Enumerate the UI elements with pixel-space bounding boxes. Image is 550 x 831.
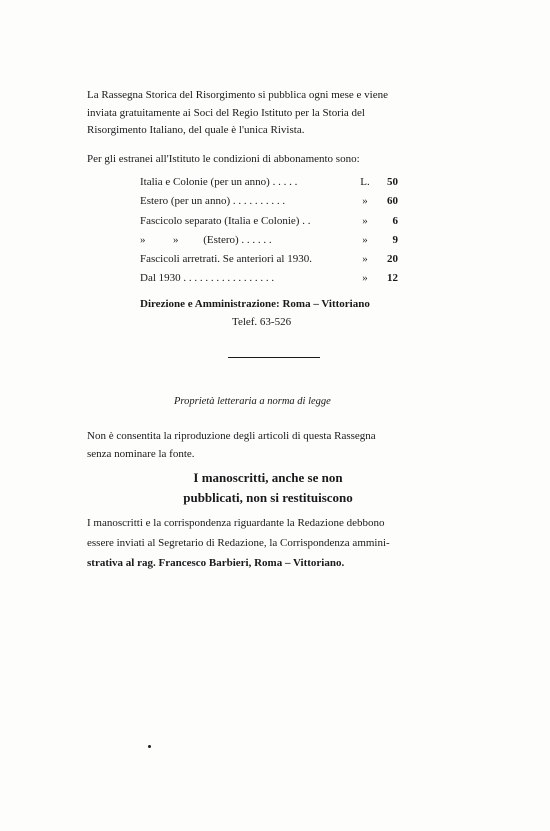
price-amount: 20	[387, 253, 398, 266]
price-amount: 60	[387, 195, 398, 208]
intro-line: Risorgimento Italiano, del quale è l'unica Rivista.	[87, 124, 305, 136]
manuscripts-notice	[168, 468, 368, 508]
price-amount: 9	[392, 233, 398, 246]
price-description: Italia e Colonie (per un anno) . . . . .	[140, 176, 298, 188]
price-amount: 6	[392, 214, 398, 227]
price-amount: 50	[387, 176, 398, 188]
price-row	[140, 176, 398, 195]
price-amount: 12	[387, 272, 398, 285]
price-row	[140, 272, 398, 291]
price-description: Dal 1930 . . . . . . . . . . . . . . . . .	[140, 272, 275, 285]
reproduction-line: senza nominare la fonte.	[87, 448, 195, 460]
price-description: Fascicoli arretrati. Se anteriori al 1930.	[140, 253, 312, 266]
section-divider	[228, 357, 320, 358]
manuscripts-line: pubblicati, non si restituiscono	[183, 490, 353, 505]
intro-line: La Rassegna Storica del Risorgimento si pubblica ogni mese e viene	[87, 89, 389, 101]
administration-address: Direzione e Amministrazione: Roma – Vittoriano	[140, 298, 370, 310]
reproduction-line: Non è consentita la riproduzione degli articoli di questa Rassegna	[87, 430, 376, 442]
intro-line: inviata gratuitamente ai Soci del Regio Istituto per la Storia del	[87, 106, 365, 119]
correspondence-line: essere inviati al Segretario di Redazione, la Corrispondenza ammini-	[87, 537, 390, 549]
telephone-number: Telef. 63-526	[232, 316, 292, 328]
intro-paragraph	[87, 87, 457, 140]
copyright-notice: Proprietà letteraria a norma di legge	[174, 396, 331, 407]
correspondence-paragraph	[87, 513, 457, 573]
price-description: Estero (per un anno) . . . . . . . . . .	[140, 195, 286, 208]
price-description: Fascicolo separato (Italia e Colonie) . .	[140, 214, 311, 227]
price-unit: »	[362, 272, 368, 285]
price-unit: L.	[360, 176, 370, 188]
correspondence-line: I manoscritti e la corrispondenza riguardante la Redazione debbono	[87, 517, 385, 529]
price-row	[140, 195, 398, 214]
manuscripts-line: I manoscritti, anche se non	[193, 470, 343, 485]
subscription-heading: Per gli estranei all'Istituto le condizioni di abbonamento sono:	[87, 153, 360, 165]
price-unit: »	[362, 214, 368, 227]
price-unit: »	[362, 233, 368, 246]
ink-speck	[148, 745, 151, 748]
price-description: » » (Estero) . . . . . .	[140, 233, 272, 246]
price-unit: »	[362, 195, 368, 208]
price-row	[140, 215, 398, 234]
price-table	[140, 176, 398, 292]
price-unit: »	[362, 253, 368, 266]
price-row	[140, 234, 398, 253]
price-row	[140, 253, 398, 272]
correspondence-line: strativa al rag. Francesco Barbieri, Roma – Vittoriano.	[87, 557, 345, 569]
reproduction-notice	[87, 427, 457, 463]
